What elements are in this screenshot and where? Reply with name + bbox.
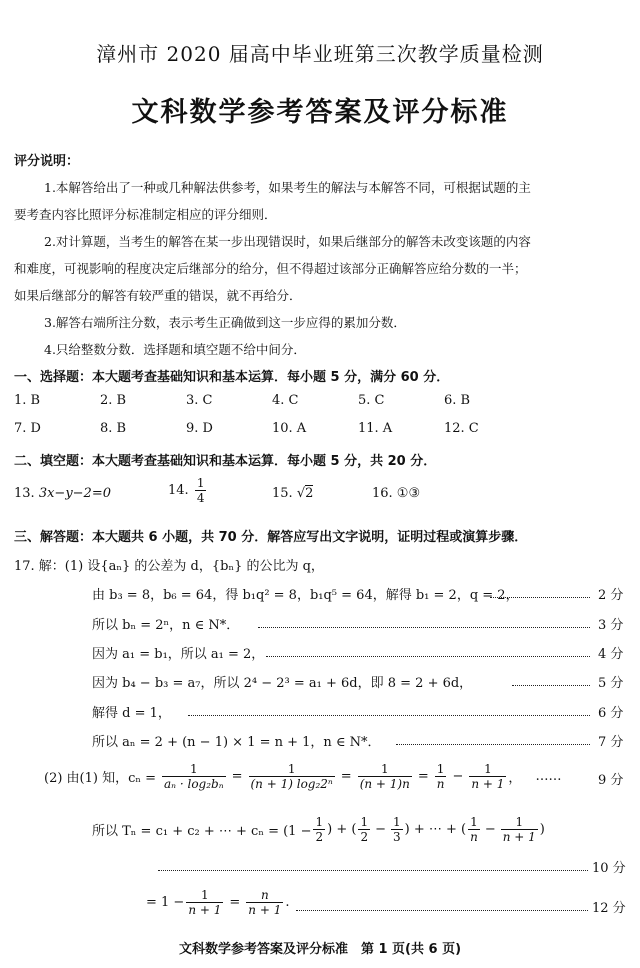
q17-tn-sum <box>92 815 545 844</box>
note-1-line-1: 1.本解答给出了一种或几种解法供参考，如果考生的解法与本解答不同，可根据试题的主 <box>44 180 531 195</box>
score-10: 10 分 <box>592 861 626 876</box>
answer-4: 4. C <box>272 393 299 408</box>
dot-leader <box>158 870 588 871</box>
q17-tn-result <box>146 888 289 917</box>
tn-sum-joiner: ) + ( <box>327 822 357 837</box>
answer-7: 7. D <box>14 421 41 436</box>
answer-16: 16. ①③ <box>372 486 421 501</box>
score-9: 9 分 <box>598 773 624 788</box>
fraction: $\frac{1}{\text{aₙ · log₂bₙ}}$ <box>164 762 224 791</box>
notes-heading: 评分说明： <box>14 154 80 169</box>
score-6: 6 分 <box>598 706 624 721</box>
answer-15 <box>272 486 313 501</box>
dot-leader <box>266 656 590 657</box>
page-footer: 文科数学参考答案及评分标准 第 1 页(共 6 页) <box>178 942 462 957</box>
dot-leader <box>296 910 588 911</box>
score-5: 5 分 <box>598 676 624 691</box>
score-2: 2 分 <box>598 588 624 603</box>
fraction: $\frac{1}{2}$ <box>360 815 369 844</box>
q17-step-6: 所以 aₙ = 2 + (n − 1) × 1 = n + 1，n ∈ N*． <box>92 735 381 750</box>
answer-9: 9. D <box>186 421 213 436</box>
answer-15-radicand: 2 <box>305 486 314 501</box>
dot-leader <box>396 744 590 745</box>
cn-definition-label: (2) 由(1) 知，cₙ = <box>44 771 157 786</box>
minus-sign: − <box>375 822 386 837</box>
section-3-heading: 三、解答题：本大题共 6 小题，共 70 分．解答应写出文字说明，证明过程或演算步骤． <box>14 530 528 545</box>
note-4: 4.只给整数分数．选择题和填空题不给中间分． <box>44 342 306 357</box>
fraction: $\frac{n}{n + 1}$ <box>248 888 282 917</box>
dot-leader <box>490 597 590 598</box>
note-2-line-3: 如果后继部分的解答有较严重的错误，就不再给分． <box>14 288 302 303</box>
q17-step-2: 所以 bₙ = 2ⁿ，n ∈ N*． <box>92 618 240 633</box>
q17-step-1: 由 b₃ = 8，b₆ = 64，得 b₁q² = 8，b₁q⁵ = 64，解得 b₁ = 2，q = 2， <box>92 588 519 603</box>
answer-12: 12. C <box>444 421 479 436</box>
dot-leader <box>258 627 590 628</box>
equals-sign: = <box>340 769 352 784</box>
answer-11: 11. A <box>358 421 393 436</box>
note-3: 3.解答右端所注分数，表示考生正确做到这一步应得的累加分数． <box>44 315 406 330</box>
closing-paren: ) <box>539 822 545 837</box>
answer-13-label: 13. <box>14 486 35 501</box>
equals-sign: = <box>417 769 429 784</box>
fraction: $\frac{1}{n + 1}$ <box>502 815 536 844</box>
fraction: $\frac{1}{\text{(n + 1) log₂2ⁿ}}$ <box>250 762 333 791</box>
fraction: $\frac{1}{n + 1}$ <box>188 888 222 917</box>
q17-step-4: 因为 b₄ − b₃ = a₇，所以 2⁴ − 2³ = a₁ + 6d，即 8 = 2 + 6d， <box>92 676 473 691</box>
answer-14-label: 14. <box>168 483 189 498</box>
answer-5: 5. C <box>358 393 385 408</box>
dot-leader <box>512 685 590 686</box>
document-subtitle: 文科数学参考答案及评分标准 <box>131 97 509 128</box>
answer-10: 10. A <box>272 421 307 436</box>
fraction: $\frac{1}{(n + 1)n}$ <box>359 762 410 791</box>
answer-1: 1. B <box>14 393 41 408</box>
fraction: $\frac{1}{n}$ <box>470 815 478 844</box>
equals-sign: = <box>229 895 241 910</box>
note-2-line-1: 2.对计算题，当考生的解答在某一步出现错误时，如果后继部分的解答未改变该题的内容 <box>44 234 531 249</box>
note-2-line-2: 和难度，可视影响的程度决定后继部分的给分，但不得超过该部分正确解答应给分数的一半； <box>14 261 527 276</box>
exam-title: 漳州市 2020 届高中毕业班第三次教学质量检测 <box>96 42 544 66</box>
tn-sum-prefix: 所以 Tₙ = c₁ + c₂ + ⋯ + cₙ = (1 − <box>92 824 312 839</box>
comma: ， <box>508 771 522 786</box>
section-1-heading: 一、选择题：本大题考查基础知识和基本运算．每小题 5 分，满分 60 分． <box>14 370 450 385</box>
answer-13 <box>14 486 111 501</box>
equals-sign: = <box>231 769 243 784</box>
tn-result-prefix: = 1 − <box>146 895 185 910</box>
sqrt-symbol: √ <box>296 486 306 501</box>
answer-15-label: 15. <box>272 486 293 501</box>
fraction: $\frac{1}{3}$ <box>392 815 401 844</box>
answer-14-fraction: $\frac{1}{4}$ <box>196 476 205 505</box>
minus-sign: − <box>484 822 496 837</box>
score-12: 12 分 <box>592 901 626 916</box>
q17-intro: 17. 解：(1) 设{aₙ} 的公差为 d，{bₙ} 的公比为 q， <box>14 559 324 574</box>
answer-6: 6. B <box>444 393 471 408</box>
dot-leader-short: …… <box>535 769 562 784</box>
dot-leader <box>188 715 590 716</box>
q17-step-3: 因为 a₁ = b₁，所以 a₁ = 2， <box>92 647 265 662</box>
score-7: 7 分 <box>598 735 624 750</box>
answer-2: 2. B <box>100 393 127 408</box>
section-2-heading: 二、填空题：本大题考查基础知识和基本运算．每小题 5 分，共 20 分． <box>14 454 437 469</box>
tn-sum-joiner: ) + ⋯ + ( <box>404 822 467 837</box>
score-4: 4 分 <box>598 647 624 662</box>
answer-13-value: 3x−y−2=0 <box>38 486 111 501</box>
minus-sign: − <box>452 769 464 784</box>
fraction: $\frac{1}{n + 1}$ <box>471 762 505 791</box>
period: . <box>285 895 290 910</box>
answer-8: 8. B <box>100 421 127 436</box>
fraction: $\frac{1}{2}$ <box>315 815 324 844</box>
fraction: $\frac{1}{n}$ <box>436 762 445 791</box>
answer-14 <box>168 476 208 505</box>
score-3: 3 分 <box>598 618 624 633</box>
note-1-line-2: 要考查内容比照评分标准制定相应的评分细则． <box>14 207 277 222</box>
answer-3: 3. C <box>186 393 213 408</box>
q17-part-2-cn <box>44 762 561 791</box>
q17-step-5: 解得 d = 1， <box>92 706 171 721</box>
